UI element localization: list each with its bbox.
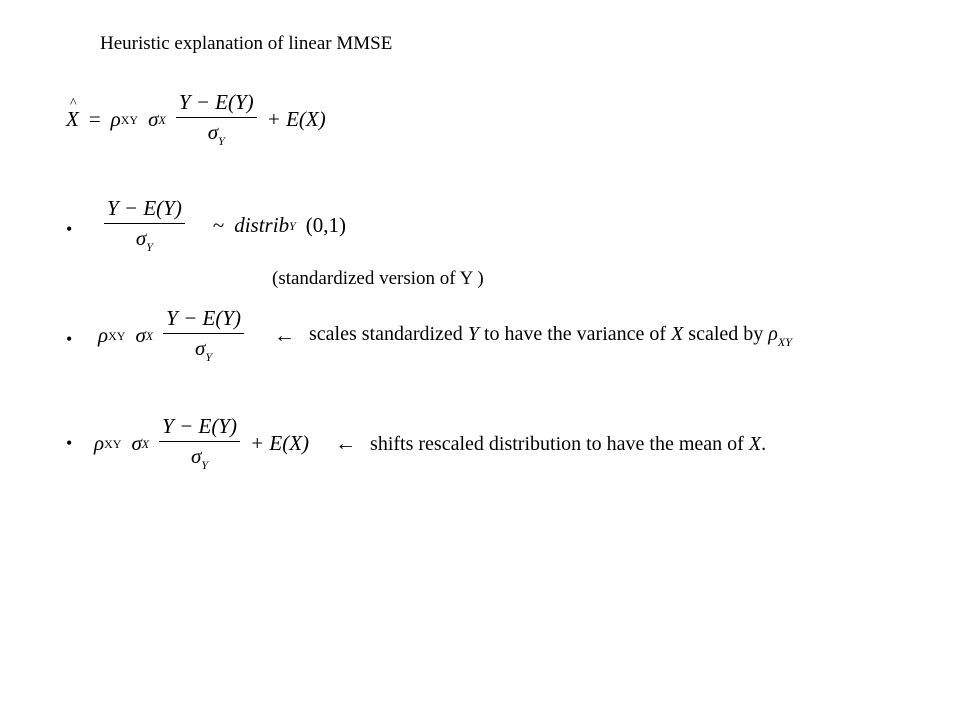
sigma-subscript: X [141,436,150,451]
mean-term: + E(X) [249,431,310,455]
bullet-2: • [66,329,73,349]
item1-equation [104,198,346,253]
main-fraction [176,92,257,147]
item2-denominator: $\sigma_Y$ [195,336,213,364]
main-equation [66,92,326,147]
item3-numerator: Y − E(Y) [159,416,240,442]
rho-subscript: XY [120,112,139,127]
item1-numerator: Y − E(Y) [104,198,185,224]
page-title: Heuristic explanation of linear MMSE [100,33,393,54]
tilde-symbol: ~ [212,213,225,237]
rho-symbol: ρ [98,323,109,347]
item2-explanation: scales standardized Y to have the variance of X scaled by $\rho_{XY}$ [308,322,792,349]
fraction-numerator: Y − E(Y) [176,92,257,118]
item1-denominator: $\sigma_Y$ [135,226,153,254]
item2-fraction [163,308,244,363]
sigma-symbol: σ [148,107,159,131]
mean-term: + E(X) [266,107,326,131]
item1-note: (standardized version of Y ) [272,268,484,289]
item3-equation [94,416,766,471]
rho-symbol: ρ [110,107,121,131]
sigma-symbol: σ [135,323,146,347]
sigma-subscript: X [145,328,154,343]
fraction-denominator: $\sigma_Y$ [207,120,225,148]
item1-fraction [104,198,185,253]
item3-explanation: shifts rescaled distribution to have the mean of X. [370,432,767,455]
rho-symbol: ρ [94,431,105,455]
distrib-subscript: Y [289,218,296,233]
distrib-label: distrib [234,213,290,237]
left-arrow-icon: ← [335,431,357,455]
x-hat: ^ X [66,109,79,130]
item3-denominator: $\sigma_Y$ [191,444,209,472]
item2-numerator: Y − E(Y) [163,308,244,334]
sigma-subscript: X [158,112,166,127]
rho-subscript: XY [104,436,122,451]
bullet-1: • [66,219,73,239]
item3-fraction [159,416,240,471]
left-arrow-icon: ← [273,323,295,347]
bullet-3: • [66,433,73,453]
equals-sign: = [88,107,101,131]
item2-equation [98,308,792,363]
distrib-args: (0,1) [305,213,347,237]
sigma-symbol: σ [131,431,142,455]
rho-subscript: XY [108,328,126,343]
